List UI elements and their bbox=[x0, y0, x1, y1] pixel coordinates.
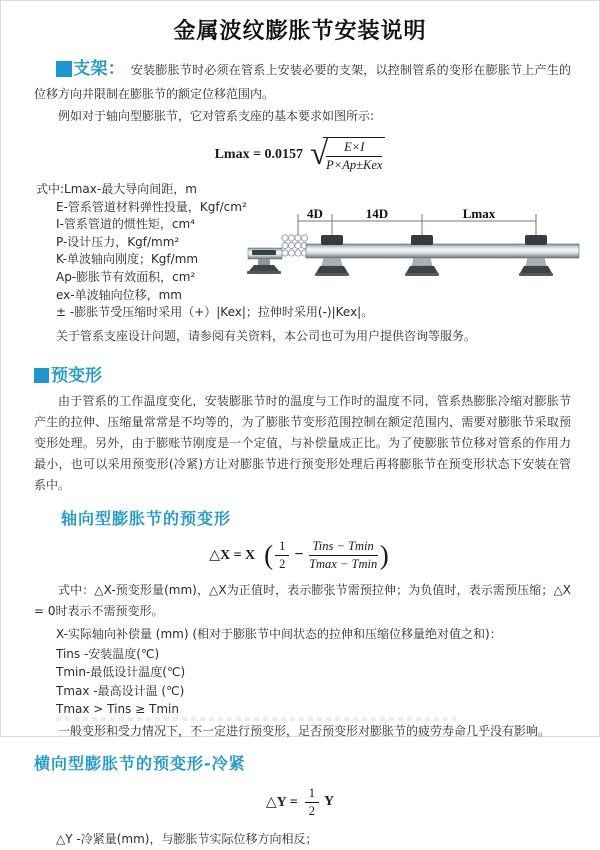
formula-axial-lhs: △X = X bbox=[209, 547, 256, 563]
section-square-icon bbox=[34, 368, 49, 383]
support-intro-text: 安装膨胀节时必须在管系上安装必要的支架，以控制管系的变形在膨胀节上产生的位移方向并限制在膨胀节的额定位移范围内。 bbox=[34, 63, 571, 101]
definition-plusminus: ± -膨胀节受压缩时采用（+）|Kex|；拉伸时采用(-)|Kex|。 bbox=[56, 305, 374, 320]
definition-ex: ex-单波轴向位移，mm bbox=[56, 287, 182, 302]
half-y-denominator: 2 bbox=[308, 803, 315, 818]
tmin-definition: Tmin-最低设计温度(℃) bbox=[56, 665, 186, 680]
tmax-definition: Tmax -最高设计温 (℃) bbox=[56, 683, 185, 698]
formula-axial-preform bbox=[1, 539, 599, 572]
support-intro-paragraph bbox=[34, 57, 571, 106]
section-square-icon bbox=[56, 61, 72, 77]
sqrt-fraction bbox=[326, 140, 382, 173]
definitions-and-diagram bbox=[1, 181, 599, 347]
preform-body-paragraph: 由于管系的工作温度变化，安装膨胀节时的温度与工作时的温度不同，管系热膨胀冷缩对膨胀节产生的拉伸、压缩量常常是不均等的，为了膨胀节变形范围控制在额定范围内，需要对膨胀节采取预变形处理。另外，由于膨账节刚度是一个定值，与补偿量成正比。为了使膨胀节位移对管系的作用力最小，也可以采用预变形(冷紧)方让对膨胀节进行预变形处理后再将膨胀节在预变形状态下安装在管系中。 bbox=[34, 393, 571, 492]
temperature-relation: Tmax > Tins ≥ Tmin bbox=[56, 702, 179, 717]
definition-ap: Ap-膨胀节有效面积，cm² bbox=[56, 269, 196, 284]
formula-lmax bbox=[1, 137, 599, 173]
open-paren: ( bbox=[264, 539, 274, 570]
minus-sign: − bbox=[294, 546, 304, 564]
close-paren: ) bbox=[379, 539, 389, 570]
lateral-subheading: 横向型膨胀节的预变形-冷紧 bbox=[34, 753, 246, 773]
formula-lateral-preform bbox=[1, 786, 599, 819]
page-title: 金属波纹膨胀节安装说明 bbox=[173, 19, 427, 44]
axial-subheading: 轴向型膨胀节的预变形 bbox=[61, 508, 232, 528]
support-note: 关于管系支座设计问题，请参阅有关资料，本公司也可为用户提供咨询等服务。 bbox=[56, 328, 477, 343]
sqrt-denominator: P×Ap±Kex bbox=[326, 158, 383, 172]
sqrt-radical-icon: √ bbox=[310, 135, 329, 172]
half-numerator: 1 bbox=[275, 539, 289, 556]
y-definition: △Y -冷紧量(mm)，与膨胀节实际位移方向相反； bbox=[56, 831, 318, 846]
bellows-icon bbox=[282, 235, 308, 256]
sqrt-numerator: E×I bbox=[326, 140, 382, 157]
clipped-text-remnant bbox=[56, 717, 456, 721]
temperature-definitions bbox=[56, 645, 599, 719]
definition-p: P-设计压力，Kgf/mm² bbox=[56, 234, 180, 249]
dim-label-4d: 4D bbox=[307, 206, 323, 221]
half-fraction bbox=[275, 539, 289, 572]
temperature-fraction bbox=[309, 539, 378, 572]
formula-lateral-rhs: Y bbox=[323, 794, 335, 810]
temp-denominator: Tmax − Tmin bbox=[309, 556, 378, 571]
preform-heading-text: 预变形 bbox=[51, 365, 102, 386]
definition-k: K-单波轴向刚度；Kgf/mm bbox=[56, 252, 199, 267]
half-y-numerator: 1 bbox=[305, 786, 319, 803]
axial-explain-paragraph: 式中：△X-预变形量(mm)，△X为正值时，表示膨张节需预拉伸；为负值时，表示需预压缩；△X = 0时表示不需预变形。 bbox=[34, 582, 571, 618]
x-definition: X-实际轴向补偿量 (mm) (相对于膨胀节中间状态的拉伸和压缩位移量绝对值之和)： bbox=[56, 626, 502, 641]
formula-lmax-lhs: Lmax = 0.0157 bbox=[214, 147, 304, 162]
definition-e: E-管系管道材料弹性投量，Kgf/cm² bbox=[56, 199, 247, 214]
definition-lmax: 式中:Lmax-最大导向间距，m bbox=[36, 182, 197, 196]
pipe-support-diagram bbox=[246, 207, 596, 304]
definition-i: I-管系管道的惯性矩，cm⁴ bbox=[56, 217, 195, 232]
tins-definition: Tins -安装温度(℃) bbox=[56, 646, 160, 661]
formula-lateral-lhs: △Y = bbox=[265, 794, 298, 810]
preform-section-heading bbox=[34, 361, 599, 386]
half-fraction-y bbox=[305, 786, 319, 819]
sqrt-body bbox=[323, 137, 385, 173]
general-note-paragraph: 一般变形和受力情况下，不一定进行预变形，足否预变形对膨胀节的疲劳寿命几乎没有影响。 bbox=[58, 723, 551, 738]
support-section-heading: 支架： bbox=[73, 59, 125, 79]
temp-numerator: Tins − Tmin bbox=[309, 539, 378, 556]
support-example-paragraph: 例如对于轴向型膨胀节，它对管系支座的基本要求如图所示: bbox=[58, 109, 375, 123]
anchor-support bbox=[247, 248, 282, 274]
dim-label-lmax: Lmax bbox=[462, 206, 496, 221]
pipe bbox=[306, 244, 579, 258]
half-denominator: 2 bbox=[279, 556, 286, 571]
dim-label-14d: 14D bbox=[365, 206, 389, 221]
